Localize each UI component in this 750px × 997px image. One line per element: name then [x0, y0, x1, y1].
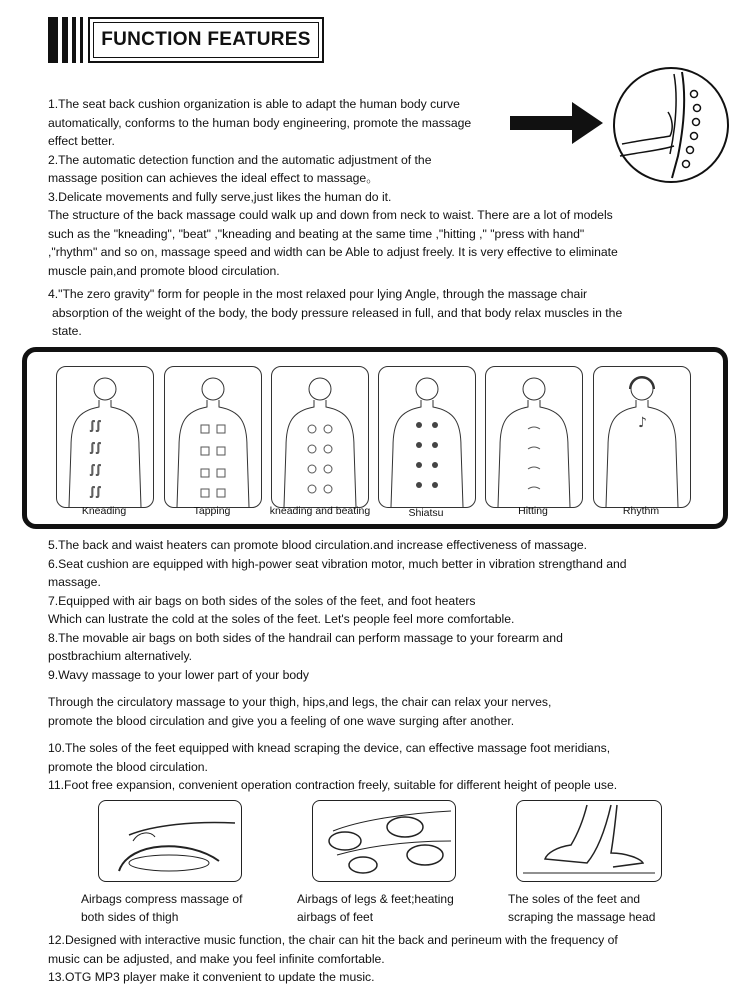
caption-soles	[508, 890, 655, 926]
page-title: FUNCTION FEATURES	[101, 29, 311, 50]
text-line: postbrachium alternatively.	[48, 649, 193, 663]
text-line: 12.Designed with interactive music function, the chair can hit the back and perineum with the frequency of	[48, 933, 618, 947]
arrow-icon	[510, 100, 605, 146]
foot-icon	[517, 801, 660, 880]
caption-line: Airbags of legs & feet;heating	[297, 892, 454, 906]
body-hitting-icon	[486, 367, 582, 507]
svg-text:ʃ ʃ: ʃ ʃ	[91, 484, 100, 498]
text-line: 8.The movable air bags on both sides of the handrail can perform massage to your forearm and	[48, 630, 563, 645]
text-line: 11.Foot free expansion, convenient operation contraction freely, suitable for different height of people use.	[48, 778, 618, 792]
text-line: Which can lustrate the cold at the soles of the feet. Let's people feel more comfortable.	[48, 612, 515, 626]
text-line: Through the circulatory massage to your thigh, hips,and legs, the chair can relax your nerves,	[48, 695, 552, 709]
text-line: The structure of the back massage could walk up and down from neck to waist. There are a lot of models	[48, 208, 613, 222]
svg-text:ʃ ʃ: ʃ ʃ	[91, 440, 100, 454]
body-shiatsu-icon	[379, 367, 475, 507]
caption-line: scraping the massage head	[508, 910, 656, 924]
banner-stripe	[80, 17, 83, 63]
text-line: 7.Equipped with air bags on both sides of the soles of the feet, and foot heaters	[48, 593, 476, 608]
text-line: promote the blood circulation and give you a feeling of one wave surging after another.	[48, 713, 515, 728]
svg-text:ʃ ʃ: ʃ ʃ	[91, 418, 100, 432]
text-line: such as the "kneading", "beat" ,"kneading and beating at the same time ,"hitting ," "press with hand"	[48, 226, 585, 241]
mode-card-kneading-and-beating	[271, 366, 369, 508]
text-line: muscle pain,and promote blood circulation.	[48, 263, 280, 278]
banner-stripe	[48, 17, 58, 63]
caption-line: airbags of feet	[297, 910, 374, 924]
legs-feet-airbag-icon	[313, 801, 454, 880]
features-feet-text	[48, 739, 617, 795]
mode-label-hitting: Hitting	[518, 505, 548, 517]
text-line: massage.	[48, 575, 101, 589]
text-line: 9.Wavy massage to your lower part of your body	[48, 667, 310, 682]
mode-card-rhythm	[593, 366, 691, 508]
text-line: 2.The automatic detection function and the automatic adjustment of the	[48, 152, 432, 167]
body-kneading-beating-icon	[272, 367, 368, 507]
text-line: absorption of the weight of the body, the body pressure released in full, and that body relax muscles in the	[52, 305, 623, 320]
text-line: promote the blood circulation.	[48, 759, 208, 774]
features-music-text	[48, 931, 618, 987]
caption-thigh	[81, 890, 242, 926]
text-line: state.	[52, 324, 82, 338]
svg-text:ʃ ʃ: ʃ ʃ	[91, 462, 100, 476]
zero-gravity-text	[48, 285, 622, 341]
mode-label-kneading: Kneading	[81, 505, 127, 517]
text-line: music can be adjusted, and make you feel infinite comfortable.	[48, 951, 385, 966]
text-line: 10.The soles of the feet equipped with knead scraping the device, can effective massage foot meridians,	[48, 741, 611, 755]
legs-feet-airbag-picture	[312, 800, 456, 882]
caption-line: Airbags compress massage of	[81, 892, 243, 906]
caption-line: The soles of the feet and	[508, 892, 641, 906]
caption-line: both sides of thigh	[81, 910, 179, 924]
mode-label-shiatsu: Shiatsu	[408, 507, 444, 519]
text-line: 6.Seat cushion are equipped with high-power seat vibration motor, much better in vibration strengthand and	[48, 556, 627, 571]
mode-card-shiatsu	[378, 366, 476, 508]
caption-legs-feet	[297, 890, 454, 926]
mode-label-tapping: Tapping	[193, 505, 231, 517]
mode-card-hitting	[485, 366, 583, 508]
text-line: 4."The zero gravity" form for people in the most relaxed pour lying Angle, through the massage chair	[48, 287, 588, 301]
banner-stripe	[62, 17, 68, 63]
features-mid-text	[48, 536, 627, 684]
seat-back-illustration	[612, 66, 730, 184]
text-line: 3.Delicate movements and fully serve,just likes the human do it.	[48, 189, 392, 204]
text-line: 5.The back and waist heaters can promote blood circulation.and increase effectiveness of massage.	[48, 538, 588, 552]
thigh-airbag-picture	[98, 800, 242, 882]
mode-card-tapping	[164, 366, 262, 508]
text-line: 1.The seat back cushion organization is able to adapt the human body curve	[48, 97, 460, 111]
text-line: 13.OTG MP3 player make it convenient to update the music.	[48, 970, 375, 984]
body-rhythm-icon	[594, 367, 690, 507]
sole-scraping-picture	[516, 800, 662, 882]
circulatory-text	[48, 693, 551, 730]
svg-text:♪: ♪	[638, 415, 647, 431]
text-line: ,"rhythm" and so on, massage speed and width can be Able to adjust freely. It is very effective to eliminate	[48, 245, 618, 259]
mode-card-kneading	[56, 366, 154, 508]
text-line: massage position can achieves the ideal effect to massage。	[48, 171, 379, 185]
banner-stripe	[72, 17, 76, 63]
text-line: effect better.	[48, 134, 115, 148]
body-tapping-icon	[165, 367, 261, 507]
mode-label-rhythm: Rhythm	[622, 505, 660, 517]
header-title-box	[88, 17, 324, 63]
mode-label-kneading-and-beating: kneading and beating	[269, 505, 371, 517]
text-line: automatically, conforms to the human body engineering, promote the massage	[48, 115, 472, 130]
body-kneading-icon	[57, 367, 153, 507]
thigh-airbag-icon	[99, 801, 240, 880]
